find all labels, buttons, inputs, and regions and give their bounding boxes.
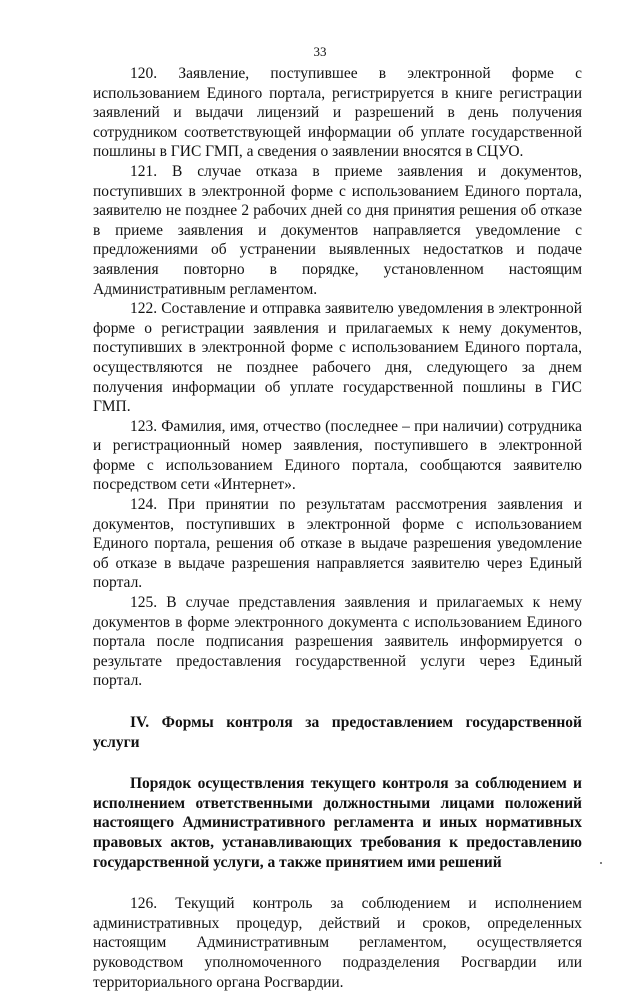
paragraph-121: 121. В случае отказа в приеме заявления и документов, поступивших в электронной форме с использованием Единого портала, заявителю не позднее 2 рабочих дней со дня принятия решения об отказе в приеме заявления и документов направляется уведомление с предложениями об устранении выявленных недостатков и подаче заявления повторно в порядке, установленном настоящим Административным регламентом. (93, 162, 582, 298)
scan-dot (600, 862, 602, 864)
paragraph-124: 124. При принятии по результатам рассмотрения заявления и документов, поступивших в электронной форме с использованием Единого портала, решения об отказе в выдаче разрешения уведомление об отказе в выдаче разрешения направляется заявителю через Единый портал. (93, 496, 582, 592)
paragraph-120: 120. Заявление, поступившее в электронной форме с использованием Единого портала, регистрируется в книге регистрации заявлений и выдачи лицензий и разрешений в день получения сотрудником соответствующей информации об уплате государственной пошлины в ГИС ГМП, а сведения о заявлении вносятся в СЦУО. (93, 65, 582, 161)
page-number: 33 (313, 44, 327, 59)
paragraph-126: 126. Текущий контроль за соблюдением и исполнением административных процедур, действий и сроков, определенных настоящим Административным регламентом, осуществляется руководством уполномоченного подразделения Росгвардии или территориального органа Росгвардии. (93, 895, 582, 991)
paragraph-123: 123. Фамилия, имя, отчество (последнее – при наличии) сотрудника и регистрационный номер заявления, поступившего в электронной форме с использованием Единого портала, сообщаются заявителю посредством сети «Интернет». (93, 417, 582, 494)
paragraph-125: 125. В случае представления заявления и прилагаемых к нему документов в форме электронного документа с использованием Единого портала после подписания разрешения заявитель информируется о результате предоставления государственной услуги через Единый портал. (93, 594, 582, 690)
subsection-title: Порядок осуществления текущего контроля за соблюдением и исполнением ответственными должностными лицами положений настоящего Административного регламента и иных нормативных правовых актов, устанавливающих требования к предоставлению государственной услуги, а также принятием ими решений (93, 775, 582, 871)
page-content (93, 64, 582, 992)
paragraph-122: 122. Составление и отправка заявителю уведомления в электронной форме о регистрации заявления и прилагаемых к нему документов, поступивших в электронной форме с использованием Единого портала, осуществляются не позднее рабочего дня, следующего за днем получения информации об уплате государственной пошлины в ГИС ГМП. (93, 300, 582, 416)
section-title: IV. Формы контроля за предоставлением государственной услуги (93, 714, 582, 751)
